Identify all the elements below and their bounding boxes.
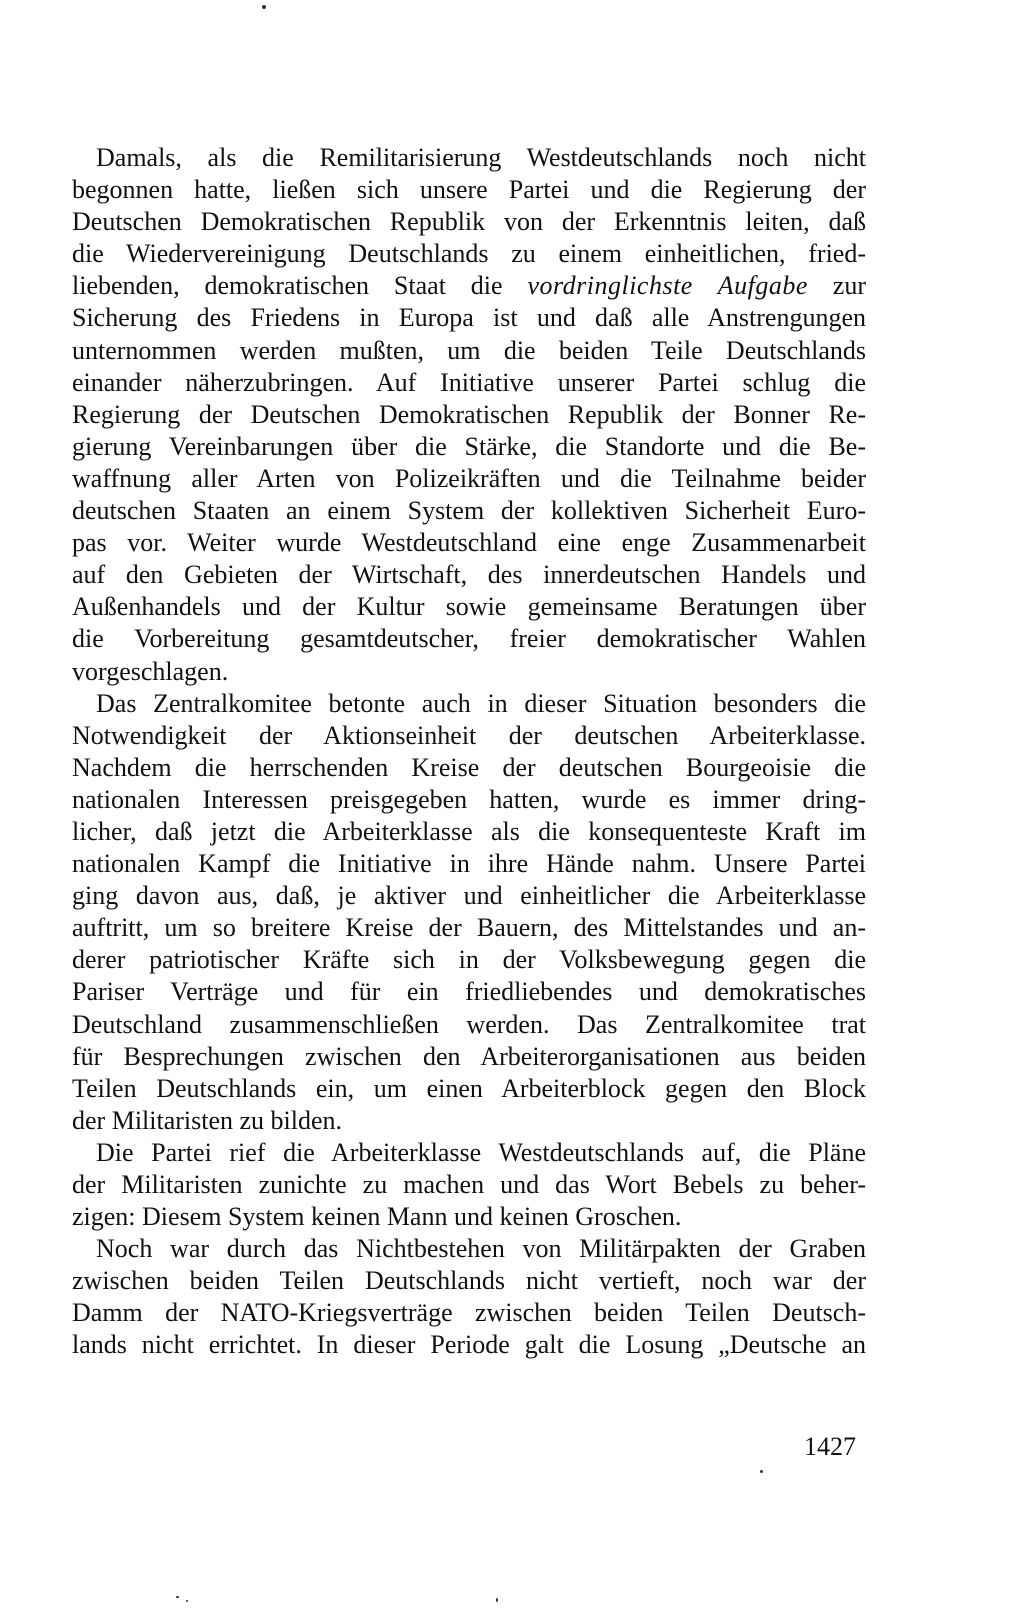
- text-line: Das Zentralkomitee betonte auch in dieser Situation besonders die: [96, 688, 866, 718]
- text-line: waffnung aller Arten von Polizeikräften und die Teilnahme beider: [72, 463, 866, 493]
- paragraph: [72, 1137, 866, 1233]
- text-line: begonnen hatte, ließen sich unsere Partei und die Regierung der: [72, 175, 866, 205]
- text-line: derer patriotischer Kräfte sich in der Volksbewegung gegen die: [72, 945, 866, 975]
- text-line: für Besprechungen zwischen den Arbeiterorganisationen aus beiden: [72, 1041, 866, 1071]
- text-line: licher, daß jetzt die Arbeiterklasse als die konsequenteste Kraft im: [72, 816, 866, 846]
- text-segment: liebenden, demokratischen Staat die: [72, 271, 528, 301]
- text-line: pas vor. Weiter wurde Westdeutschland eine enge Zusammenarbeit: [72, 528, 866, 558]
- text-line: deutschen Staaten an einem System der kollektiven Sicherheit Euro-: [72, 496, 866, 526]
- text-line: ging davon aus, daß, je aktiver und einheitlicher die Arbeiterklasse: [72, 881, 866, 911]
- text-line: nationalen Interessen preisgegeben hatten, wurde es immer dring-: [72, 784, 866, 814]
- text-segment: zur: [807, 271, 866, 301]
- text-line: Noch war durch das Nichtbestehen von Militärpakten der Graben: [96, 1234, 866, 1264]
- text-line: die Vorbereitung gesamtdeutscher, freier demokratischer Wahlen: [72, 624, 866, 654]
- emphasized-text: vordringlichste Aufgabe: [527, 271, 808, 301]
- text-line: die Wiedervereinigung Deutschlands zu einem einheitlichen, fried-: [72, 239, 866, 269]
- text-line: Pariser Verträge und für ein friedliebendes und demokratisches: [72, 977, 866, 1007]
- text-line: zwischen beiden Teilen Deutschlands nicht vertieft, noch war der: [72, 1266, 866, 1296]
- text-line: Damals, als die Remilitarisierung Westdeutschlands noch nicht: [96, 143, 866, 172]
- dust-speck: [496, 1598, 498, 1602]
- paragraph: [72, 688, 866, 1137]
- text-line: Teilen Deutschlands ein, um einen Arbeiterblock gegen den Block: [72, 1073, 866, 1103]
- text-line: Die Partei rief die Arbeiterklasse Westdeutschlands auf, die Pläne: [96, 1137, 866, 1167]
- text-line: gierung Vereinbarungen über die Stärke, die Standorte und die Be-: [72, 431, 866, 461]
- dust-speck: [176, 1596, 179, 1598]
- page-body: [72, 142, 866, 1362]
- text-line: einander näherzubringen. Auf Initiative unserer Partei schlug die: [72, 367, 866, 397]
- text-line: Deutschland zusammenschließen werden. Das Zentralkomitee trat: [72, 1009, 866, 1039]
- text-line: Außenhandels und der Kultur sowie gemeinsame Beratungen über: [72, 592, 866, 622]
- dust-speck: [760, 1470, 763, 1473]
- dust-speck: [262, 5, 266, 9]
- text-line: nationalen Kampf die Initiative in ihre Hände nahm. Unsere Partei: [72, 849, 866, 879]
- paragraph: [72, 1233, 866, 1361]
- text-line: vorgeschlagen.: [72, 656, 229, 686]
- text-line: auf den Gebieten der Wirtschaft, des innerdeutschen Handels und: [72, 560, 866, 590]
- text-line: Deutschen Demokratischen Republik von der Erkenntnis leiten, daß: [72, 207, 866, 237]
- text-line: [72, 270, 866, 302]
- text-line: Regierung der Deutschen Demokratischen Republik der Bonner Re-: [72, 399, 866, 429]
- text-line: Sicherung des Friedens in Europa ist und daß alle Anstrengungen: [72, 303, 866, 333]
- text-line: zigen: Diesem System keinen Mann und keinen Groschen.: [72, 1202, 682, 1232]
- text-line: lands nicht errichtet. In dieser Periode galt die Losung „Deutsche an: [72, 1330, 866, 1360]
- dust-speck: [186, 1600, 188, 1602]
- text-line: Nachdem die herrschenden Kreise der deutschen Bourgeoisie die: [72, 752, 866, 782]
- text-line: auftritt, um so breitere Kreise der Bauern, des Mittelstandes und an-: [72, 913, 866, 943]
- text-line: unternommen werden mußten, um die beiden Teile Deutschlands: [72, 335, 866, 365]
- page-number: 1427: [804, 1432, 856, 1461]
- text-line: der Militaristen zu bilden.: [72, 1105, 343, 1135]
- text-line: Damm der NATO-Kriegsverträge zwischen beiden Teilen Deutsch-: [72, 1298, 866, 1328]
- paragraph: [72, 142, 866, 688]
- text-line: der Militaristen zunichte zu machen und das Wort Bebels zu beher-: [72, 1170, 866, 1199]
- text-line: Notwendigkeit der Aktionseinheit der deutschen Arbeiterklasse.: [72, 720, 866, 750]
